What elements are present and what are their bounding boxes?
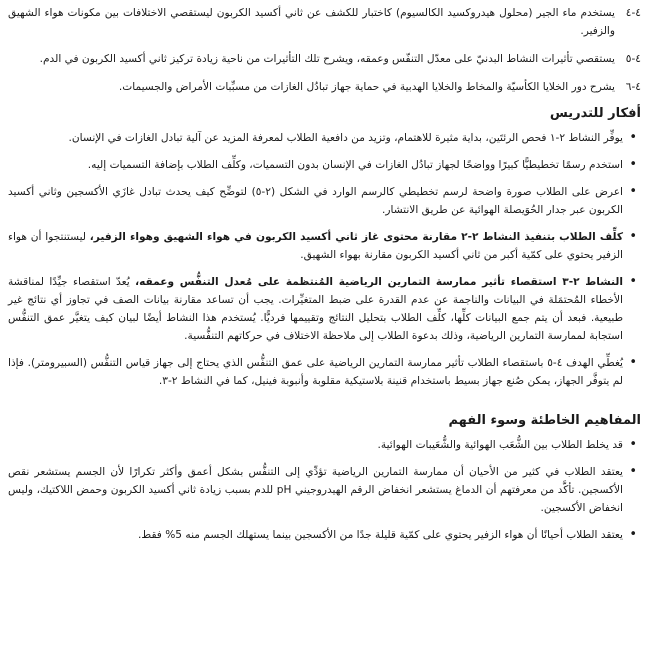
item-text: ليستنتجوا أن هواء الزفير يحتوي على كمّية أكبر من ثاني أكسيد الكربون مقارنة بهواء الشهيق.	[8, 231, 623, 261]
list-item	[8, 156, 641, 174]
objective-item	[8, 50, 641, 68]
item-text: يُغطِّي الهدف ٤-٥ باستقصاء الطلاب تأثير ممارسة التمارين الرياضية على عمق التنفُّس الذي يحتاج إلى جهاز قياس التنفُّس (السبيرومتر). فإذا لم يتوفَّر الجهاز، يمكن صُنع جهاز بسيط باستخدام قنينة بلاستيكية مقلوبة وأنبوبة فينيل، كما في النشاط ٢-٣.	[8, 357, 623, 387]
list-item	[8, 129, 641, 147]
item-text: اعرض على الطلاب صورة واضحة لرسم تخطيطي كالرسم الوارد في الشكل (٢-٥) لتوضِّح كيف يحدث تبادل غازَي الأكسجين وثاني أكسيد الكربون عبر جدار الحُوَيصلة الهوائية عن طريق الانتشار.	[8, 186, 624, 216]
objectives-list	[8, 4, 641, 96]
list-item	[8, 183, 641, 219]
list-item	[8, 436, 641, 454]
item-text: قد يخلط الطلاب بين الشُّعَب الهوائية والشُّعَيبات الهوائية.	[377, 439, 623, 451]
teaching-ideas-list	[8, 129, 641, 390]
objective-text: يستخدم ماء الجير (محلول هيدروكسيد الكالسيوم) كاختبار للكشف عن ثاني أكسيد الكربون ليستقصي الاختلافات بين مكونات هواء الشهيق والزفير.	[8, 7, 615, 37]
list-item	[8, 228, 641, 264]
item-text: يعتقد الطلاب في كثير من الأحيان أن ممارسة التمارين الرياضية تؤدِّي إلى التنفُّس بشكل أعمق وأكثر تكرارًا لأن الجسم يستشعر نقص الأكسجين. تأكَّد من معرفتهم أن الدماغ يستشعر انخفاض الرقم الهيدروجيني pH للدم بسبب زيادة ثاني أكسيد الكربون وحمض اللاكتيك، وليس انخفاض الأكسجين.	[8, 466, 624, 514]
objective-number: ٤-٦	[625, 81, 641, 93]
objective-text: يشرح دور الخلايا الكأسيّة والمخاط والخلايا الهدبية في حماية جهاز تبادُل الغازات من مسبِّبات الأمراض والجسيمات.	[118, 81, 615, 93]
item-lead: النشاط ٢-٣ استقصاء تأثير ممارسة التمارين الرياضية المُنتظمة على مُعدل التنفُّس وعمقه،	[135, 276, 623, 288]
objective-text: يستقصي تأثيرات النشاط البدنيّ على معدّل التنفّس وعمقه، ويشرح تلك التأثيرات من ناحية زيادة تركيز ثاني أكسيد الكربون في الدم.	[39, 53, 615, 65]
spacer	[8, 399, 641, 405]
section-title-misconceptions: المفاهيم الخاطئة وسوء الفهم	[448, 413, 641, 428]
section-title-teaching-ideas: أفكار للتدريس	[549, 106, 641, 121]
list-item	[8, 526, 641, 544]
list-item	[8, 463, 641, 517]
list-item	[8, 354, 641, 390]
objective-number: ٤-٤	[625, 7, 641, 19]
objective-item	[8, 78, 641, 96]
item-text: يوفِّر النشاط ٢-١ فحص الرئتَين، بداية مثيرة للاهتمام، وتزيد من دافعية الطلاب لمعرفة المزيد عن آلية تبادل الغازات في الإنسان.	[68, 132, 623, 144]
item-text: يعتقد الطلاب أحيانًا أن هواء الزفير يحتوي على كمّية قليلة جدًا من الأكسجين بينما يستهلك الجسم منه 5% فقط.	[138, 529, 623, 541]
item-text: يُعدّ استقصاء جيِّدًا لمناقشة الأخطاء المُحتمَلة في البيانات والناجمة عن عدم القدرة على ضبط المتغيِّرات. يجب أن تساعد مقارنة بيانات الصف في تجاوز أي نتائج غير طبيعية. فبعد أن يتم جمع البيانات كلِّها، كلِّف الطلاب بتحليل النتائج وتقييمها فرديًّا. يُستخدم هذا النشاط أيضًا لبيان كيف يتغيَّر عمق التنفُّس استجابة لممارسة التمارين الرياضية، وذلك بدعوة الطلاب إلى ملاحظة الاختلاف في حركاتهم التنفُّسية.	[8, 276, 623, 342]
misconceptions-list	[8, 436, 641, 544]
list-item	[8, 273, 641, 345]
item-lead: كلِّف الطلاب بتنفيذ النشاط ٢-٢ مقارنة محتوى غاز ثاني أكسيد الكربون في هواء الشهيق وهواء الزفير،	[89, 231, 623, 243]
objective-item	[8, 4, 641, 40]
objective-number: ٤-٥	[625, 53, 641, 65]
item-text: استخدم رسمًا تخطيطيًّا كبيرًا وواضحًا لجهاز تبادُل الغازات في الإنسان بدون التسميات، وكلِّف الطلاب بإضافة التسميات إليه.	[87, 159, 623, 171]
